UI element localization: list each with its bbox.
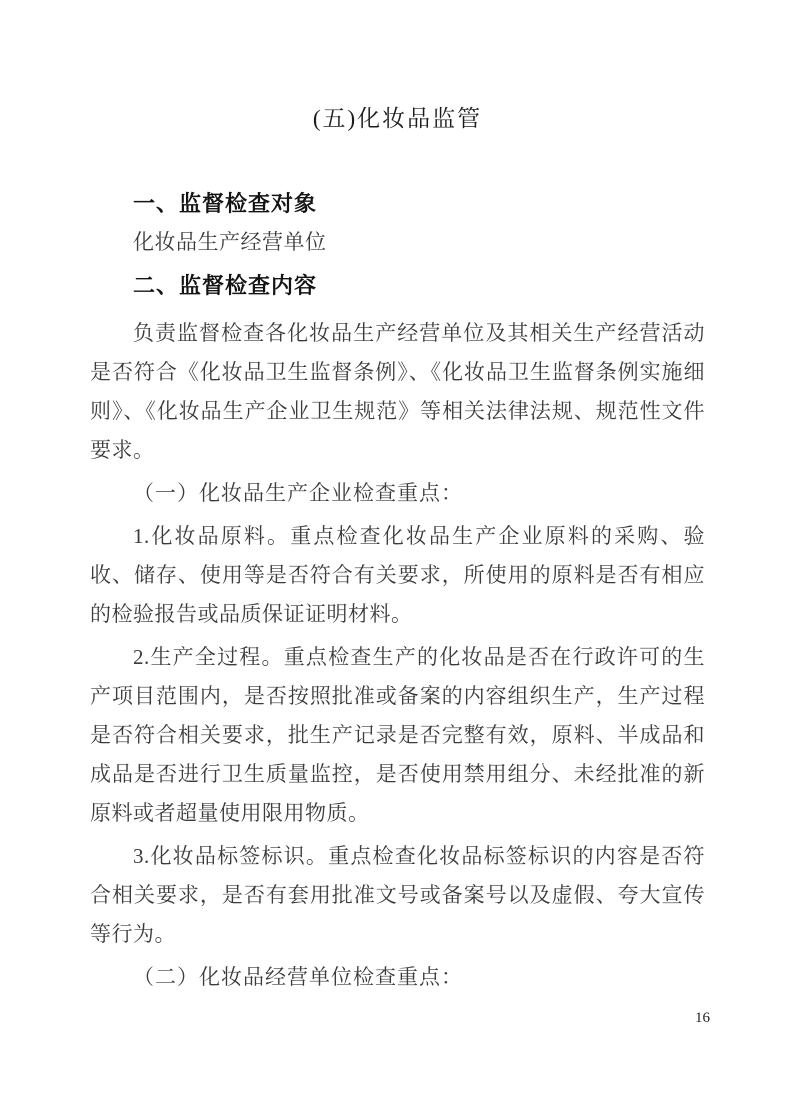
document-title: (五)化妆品监管 bbox=[312, 106, 483, 131]
section-heading-inspection-target: 一、监督检查对象 bbox=[133, 191, 318, 216]
paragraph-inspection-target: 化妆品生产经营单位 bbox=[133, 230, 327, 254]
paragraph-labeling: 3.化妆品标签标识。重点检查化妆品标签标识的内容是否符合相关要求，是否有套用批准文号或备案号以及虚假、夸大宣传等行为。 bbox=[90, 844, 705, 946]
paragraph-overview: 负责监督检查各化妆品生产经营单位及其相关生产经营活动是否符合《化妆品卫生监督条例》、《化妆品卫生监督条例实施细则》、《化妆品生产企业卫生规范》等相关法律法规、规范性文件要求。 bbox=[90, 321, 705, 462]
paragraph-production-process: 2.生产全过程。重点检查生产的化妆品是否在行政许可的生产项目范围内，是否按照批准或备案的内容组织生产，生产过程是否符合相关要求，批生产记录是否完整有效，原料、半成品和成品是否进行卫生质量监控，是否使用禁用组分、未经批准的新原料或者超量使用限用物质。 bbox=[90, 645, 705, 825]
page-number: 16 bbox=[695, 1010, 710, 1026]
subheading-business-units: （二）化妆品经营单位检查重点： bbox=[133, 965, 463, 989]
section-heading-inspection-content: 二、监督检查内容 bbox=[133, 273, 318, 298]
document-content bbox=[0, 104, 793, 997]
paragraph-raw-materials: 1.化妆品原料。重点检查化妆品生产企业原料的采购、验收、储存、使用等是否符合有关要求，所使用的原料是否有相应的检验报告或品质保证证明材料。 bbox=[90, 524, 705, 626]
subheading-production-enterprises: （一）化妆品生产企业检查重点： bbox=[133, 481, 463, 505]
